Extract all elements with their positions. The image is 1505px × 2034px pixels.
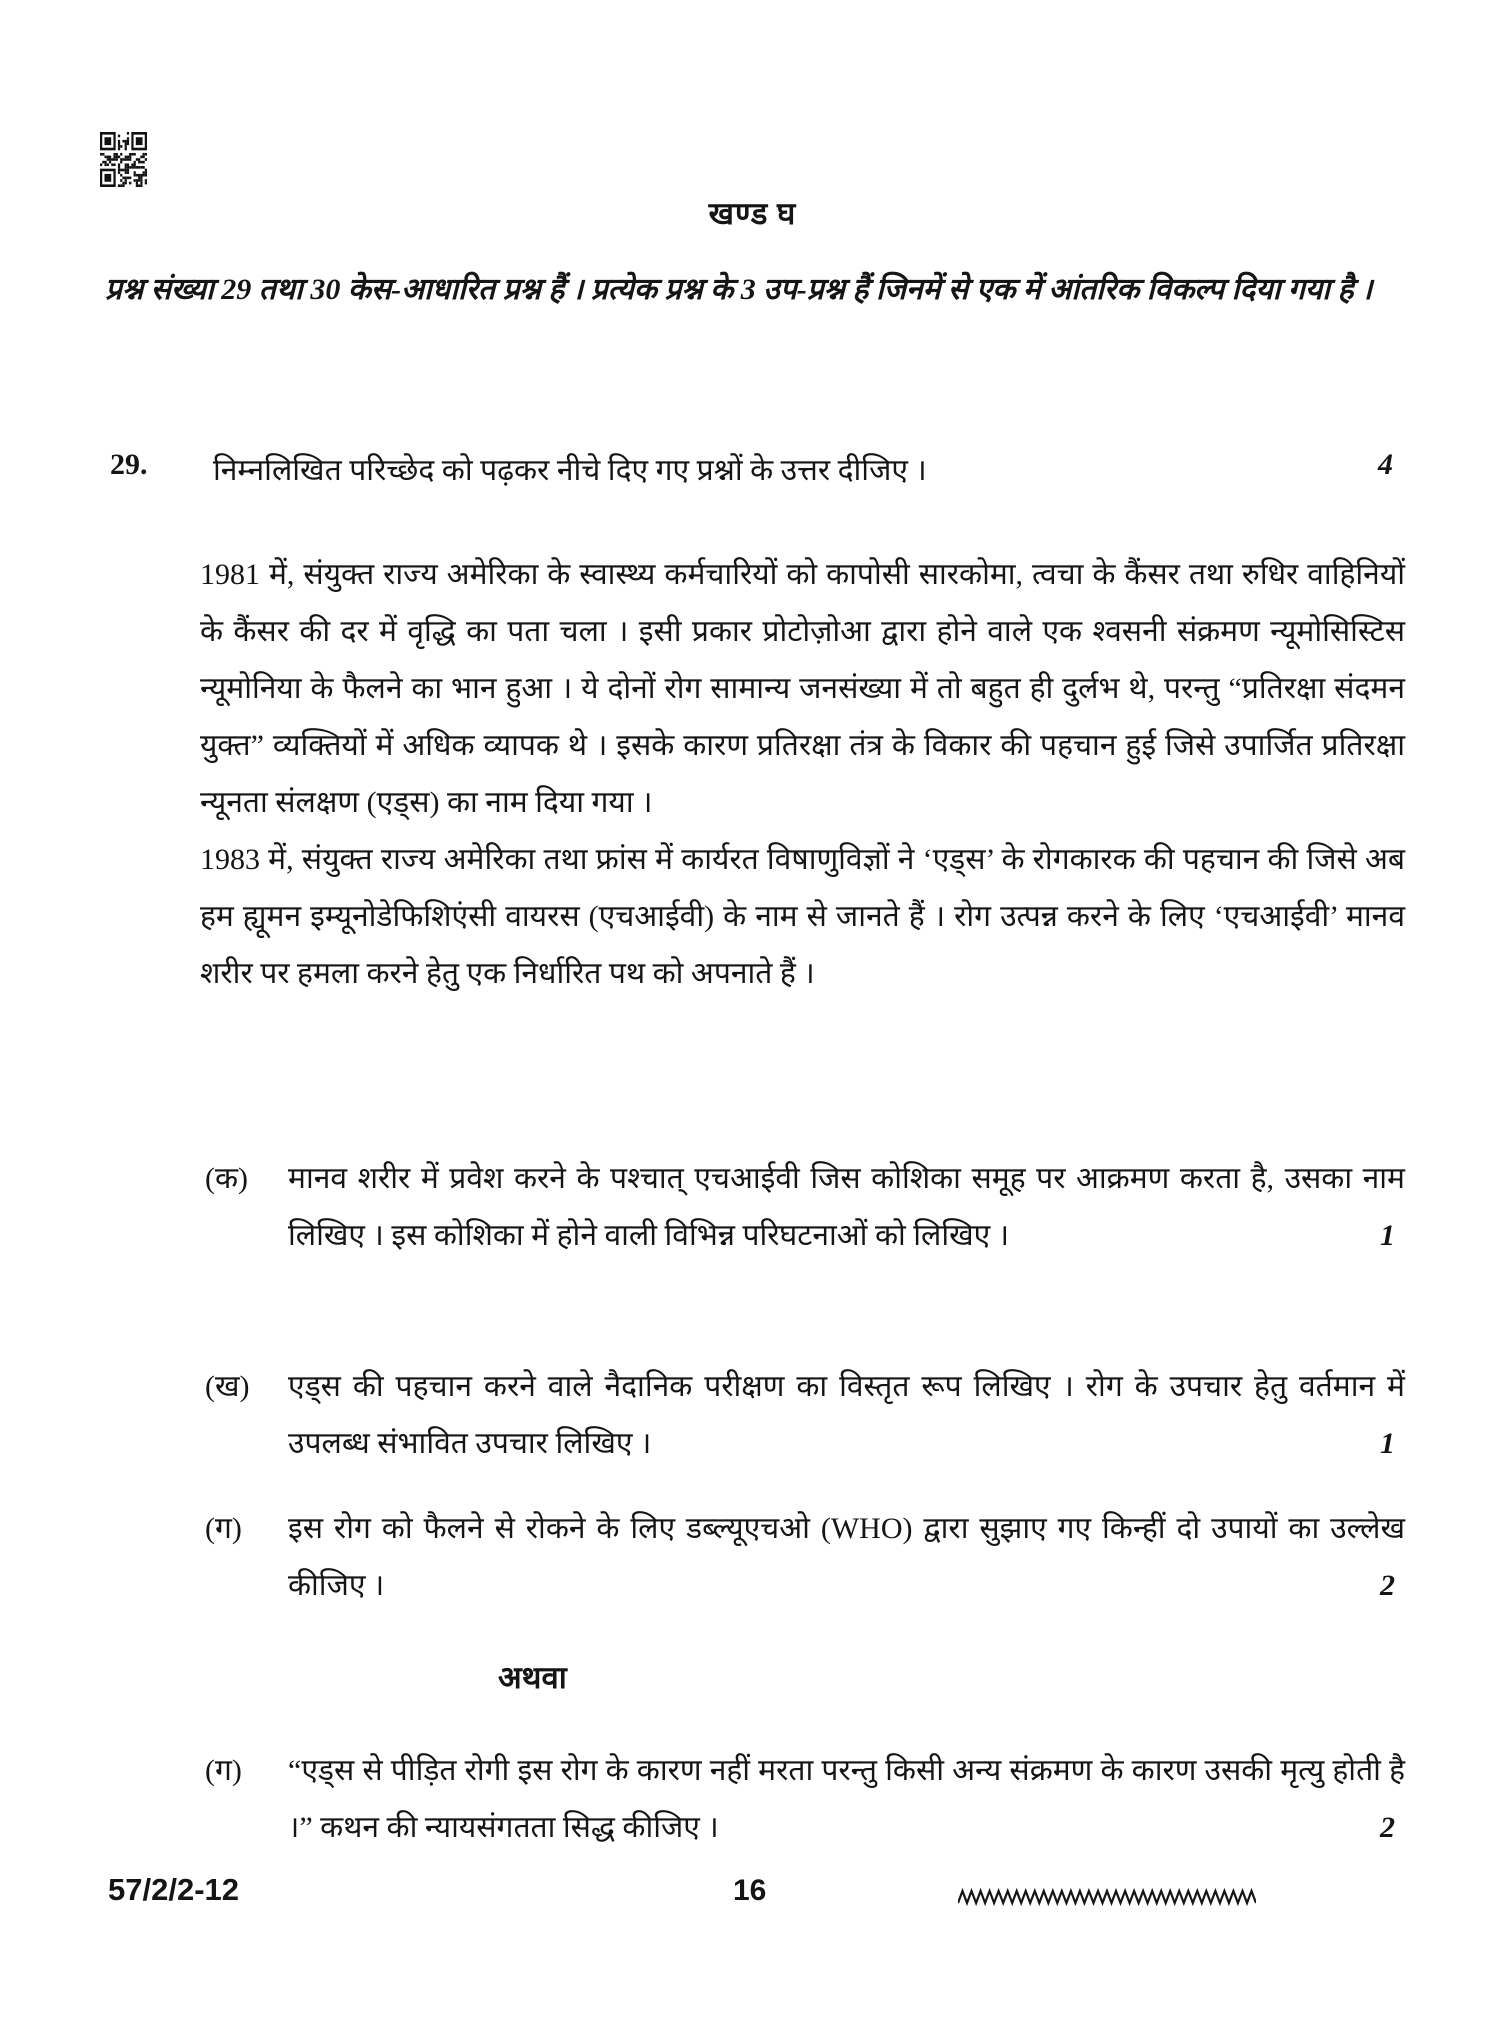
subquestion-ga [200, 1500, 1410, 1614]
subquestion-ga-marks: 2 [1380, 1569, 1395, 1602]
question-29-row [0, 448, 1505, 508]
subquestion-kha [200, 1358, 1410, 1472]
question-number: 29. [110, 448, 148, 481]
subquestion-ka [200, 1150, 1410, 1264]
subquestion-kha-marks: 1 [1380, 1427, 1395, 1460]
question-stem: निम्नलिखित परिच्छेद को पढ़कर नीचे दिए गए प्रश्नों के उत्तर दीजिए । [213, 454, 927, 487]
subquestion-ka-text: मानव शरीर में प्रवेश करने के पश्चात् एचआईवी जिस कोशिका समूह पर आक्रमण करता है, उसका नाम लिखिए । इस कोशिका में होने वाली विभिन्न परिघटनाओं को लिखिए । [288, 1162, 1405, 1252]
qr-code-icon [100, 132, 147, 187]
subquestion-ga-alt-text: “एड्स से पीड़ित रोगी इस रोग के कारण नहीं मरता परन्तु किसी अन्य संक्रमण के कारण उसकी मृत्यु होती है ।” कथन की न्यायसंगतता सिद्ध कीजिए । [288, 1754, 1405, 1844]
page-number: 16 [733, 1874, 767, 1907]
subquestion-ka-marks: 1 [1380, 1219, 1395, 1252]
subquestion-ga-text: इस रोग को फैलने से रोकने के लिए डब्ल्यूएचओ (WHO) द्वारा सुझाए गए किन्हीं दो उपायों का उल्लेख कीजिए । [288, 1512, 1405, 1602]
or-separator: अथवा [498, 1660, 567, 1695]
zigzag-polyline [958, 1891, 1256, 1903]
subquestion-kha-text: एड्स की पहचान करने वाले नैदानिक परीक्षण का विस्तृत रूप लिखिए । रोग के उपचार हेतु वर्तमान में उपलब्ध संभावित उपचार लिखिए । [288, 1370, 1405, 1460]
subquestion-ga-alt-marks: 2 [1380, 1811, 1395, 1844]
subquestion-ka-label: (क) [205, 1162, 249, 1195]
section-heading: खण्ड घ [708, 196, 797, 231]
qr-code-image [100, 132, 147, 187]
question-marks: 4 [1378, 448, 1393, 481]
zigzag-line-svg [958, 1888, 1256, 1908]
passage-paragraph-1: 1981 में, संयुक्त राज्य अमेरिका के स्वास्थ्य कर्मचारियों को कापोसी सारकोमा, त्वचा के कैंसर तथा रुधिर वाहिनियों के कैंसर की दर में वृद्धि का पता चला । इसी प्रकार प्रोटोज़ोआ द्वारा होने वाले एक श्वसनी संक्रमण न्यूमोसिस्टिस न्यूमोनिया के फैलने का भान हुआ । ये दोनों रोग सामान्य जनसंख्या में तो बहुत ही दुर्लभ थे, परन्तु “प्रतिरक्षा संदमन युक्त” व्यक्तियों में अधिक व्यापक थे । इसके कारण प्रतिरक्षा तंत्र के विकार की पहचान हुई जिसे उपार्जित प्रतिरक्षा न्यूनता संलक्षण (एड्स) का नाम दिया गया । [200, 558, 1405, 819]
passage [200, 546, 1405, 1002]
passage-paragraph-2: 1983 में, संयुक्त राज्य अमेरिका तथा फ्रांस में कार्यरत विषाणुविज्ञों ने ‘एड्स’ के रोगकारक की पहचान की जिसे अब हम ह्यूमन इम्यूनोडेफिशिएंसी वायरस (एचआईवी) के नाम से जानते हैं । रोग उत्पन्न करने के लिए ‘एचआईवी’ मानव शरीर पर हमला करने हेतु एक निर्धारित पथ को अपनाते हैं । [200, 843, 1405, 990]
subquestion-ga-alternate [200, 1742, 1410, 1856]
instructions-note: प्रश्न संख्या 29 तथा 30 केस-आधारित प्रश्न हैं । प्रत्येक प्रश्न के 3 उप-प्रश्न हैं जिनमें से एक में आंतरिक विकल्प दिया गया है । [105, 273, 1373, 306]
subquestion-kha-label: (ख) [205, 1370, 250, 1403]
paper-code: 57/2/2-12 [108, 1872, 239, 1907]
zigzag-line-icon [958, 1888, 1256, 1908]
subquestion-ga-alt-label: (ग) [205, 1754, 242, 1787]
subquestion-ga-label: (ग) [205, 1512, 242, 1545]
